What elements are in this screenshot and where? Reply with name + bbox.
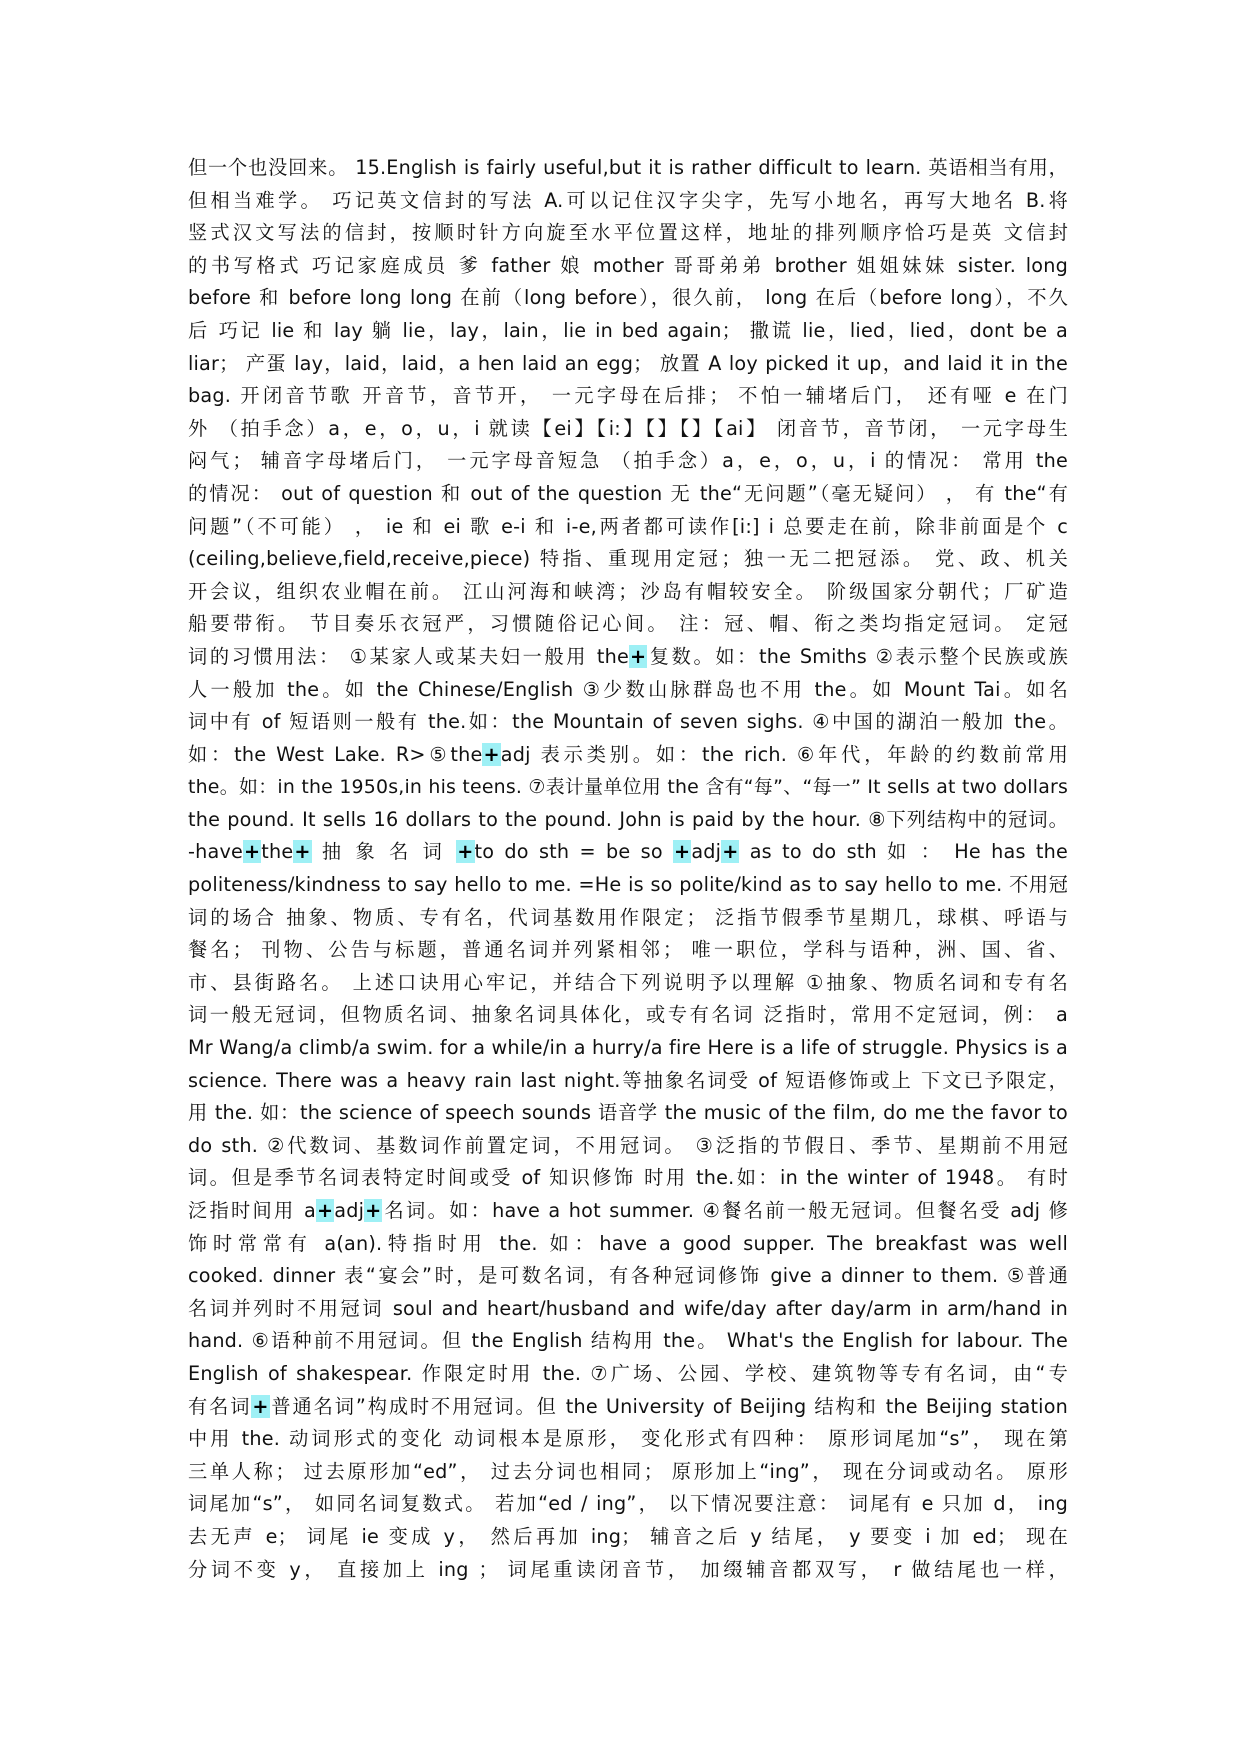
text-line: bag. 开闭音节歌 开音节，音节开， 一元字母在后排； 不怕一辅堵后门， 还有哑 e 在门	[188, 384, 1068, 408]
text-line: liar； 产蛋 lay，laid，laid，a hen laid an egg； 放置 A loy picked it up，and laid it in the	[188, 351, 1068, 375]
text-line: Mr Wang/a climb/a swim. for a while/in a hurry/a fire Here is a life of struggle. Physics is a	[188, 1036, 1068, 1060]
text-line: 但相当难学。 巧记英文信封的写法 A.可以记住汉字尖字，先写小地名，再写大地名 B.将	[188, 188, 1068, 212]
text-line: 问题”（不可能） ， ie 和 ei 歌 e-i 和 i-e,两者都可读作[i:] i 总要走在前，除非前面是个 c	[188, 514, 1068, 538]
plus-highlight: +	[483, 742, 500, 766]
text-line: hand. ⑥语种前不用冠词。但 the English 结构用 the。 What's the English for labour. The	[188, 1329, 1068, 1353]
document-body	[188, 152, 1068, 1586]
text-line: before 和 before long long 在前（long before），很久前， long 在后（before long），不久	[188, 286, 1068, 310]
text-line: 外 （拍手念）a，e，o，u，i 就读【ei】【i:】【】【】【ai】 闭音节，音节闭， 一元字母生	[188, 416, 1068, 440]
text-line: 中用 the. 动词形式的变化 动词根本是原形， 变化形式有四种： 原形词尾加“s”， 现在第	[188, 1427, 1068, 1451]
text-line: 词的习惯用法： ①某家人或某夫妇一般用 the+复数。如：the Smiths ②表示整个民族或族	[188, 644, 1068, 668]
text-line: 去无声 e； 词尾 ie 变成 y， 然后再加 ing； 辅音之后 y 结尾， y 要变 i 加 ed； 现在	[188, 1524, 1068, 1548]
plus-highlight: +	[252, 1394, 269, 1418]
text-line: 如：the West Lake. R>⑤the+adj 表示类别。如：the rich. ⑥年代，年龄的约数前常用	[188, 742, 1069, 766]
text-line: 但一个也没回来。 15.English is fairly useful,but it is rather difficult to learn. 英语相当有用，	[188, 156, 1068, 179]
text-line: 名词并列时不用冠词 soul and heart/husband and wife/day after day/arm in arm/hand in	[188, 1296, 1068, 1320]
text-line: 饰时常常有 a(an).特指时用 the. 如：have a good supper. The breakfast was well	[188, 1231, 1068, 1255]
text-line: 词一般无冠词，但物质名词、抽象名词具体化，或专有名词 泛指时，常用不定冠词，例： a	[188, 1003, 1068, 1027]
text-line: 开会议，组织农业帽在前。 江山河海和峡湾；沙岛有帽较安全。 阶级国家分朝代；厂矿造	[188, 579, 1068, 603]
text-line: 词中有 of 短语则一般有 the.如：the Mountain of seven sighs. ④中国的湖泊一般加 the。	[188, 710, 1068, 734]
text-line: the pound. It sells 16 dollars to the pound. John is paid by the hour. ⑧下列结构中的冠词。	[188, 807, 1068, 831]
text-line: 三单人称； 过去原形加“ed”， 过去分词也相同； 原形加上“ing”， 现在分词或动名。 原形	[188, 1459, 1068, 1483]
text-line: 词。但是季节名词表特定时间或受 of 知识修饰 时用 the.如：in the winter of 1948。 有时	[188, 1166, 1068, 1190]
text-line: -have+the+ 抽 象 名 词 +to do sth = be so +adj+ as to do sth 如 ： He has the	[188, 840, 1069, 864]
text-line: cooked. dinner 表“宴会”时，是可数名词，有各种冠词修饰 give a dinner to them. ⑤普通	[188, 1264, 1068, 1288]
text-line: 市、县街路名。 上述口诀用心牢记，并结合下列说明予以理解 ①抽象、物质名词和专有名	[188, 970, 1068, 994]
text-line: 词的场合 抽象、物质、专有名，代词基数用作限定； 泛指节假季节星期几，球棋、呼语与	[188, 905, 1068, 929]
plus-highlight: +	[244, 840, 261, 864]
text-line: 词尾加“s”， 如同名词复数式。 若加“ed / ing”， 以下情况要注意： 词尾有 e 只加 d， ing	[188, 1492, 1068, 1516]
plus-highlight: +	[316, 1199, 334, 1222]
text-line: 后 巧记 lie 和 lay 躺 lie，lay，lain，lie in bed again； 撒谎 lie，lied，lied，dont be a	[188, 318, 1068, 342]
plus-highlight: +	[294, 840, 311, 864]
text-line: 餐名； 刊物、公告与标题，普通名词并列紧相邻； 唯一职位，学科与语种，洲、国、省、	[188, 938, 1068, 962]
text-line: 泛指时间用 a+adj+名词。如：have a hot summer. ④餐名前一般无冠词。但餐名受 adj 修	[188, 1199, 1068, 1222]
plus-highlight: +	[457, 840, 474, 864]
text-line: the。如：in the 1950s,in his teens. ⑦表计量单位用 the 含有“每”、“每一” It sells at two dollars	[188, 776, 1068, 799]
text-line: 用 the. 如：the science of speech sounds 语音学 the music of the film, do me the favor to	[188, 1101, 1068, 1125]
plus-highlight: +	[365, 1199, 382, 1222]
text-line: science. There was a heavy rain last night.等抽象名词受 of 短语修饰或上 下文已予限定，	[188, 1068, 1068, 1092]
text-line: 分词不变 y， 直接加上 ing ； 词尾重读闭音节， 加缀辅音都双写， r 做结尾也一样，	[188, 1557, 1068, 1581]
plus-highlight: +	[630, 644, 647, 668]
text-line: 的书写格式 巧记家庭成员 爹 father 娘 mother 哥哥弟弟 brother 姐姐妹妹 sister. long	[188, 253, 1068, 277]
text-line: 的情况： out of question 和 out of the question 无 the“无问题”（毫无疑问） ， 有 the“有	[188, 481, 1068, 505]
text-line: 闷气； 辅音字母堵后门， 一元字母音短急 （拍手念）a，e，o，u，i 的情况： 常用 the	[188, 449, 1068, 473]
text-line: 船要带衔。 节目奏乐衣冠严，习惯随俗记心间。 注：冠、帽、衔之类均指定冠词。 定冠	[188, 612, 1068, 636]
text-line: (ceiling,believe,field,receive,piece) 特指、重现用定冠；独一无二把冠添。 党、政、机关	[188, 547, 1068, 571]
text-line: 人一般加 the。如 the Chinese/English ③少数山脉群岛也不用 the。如 Mount Tai。如名	[188, 677, 1068, 701]
text-line: do sth. ②代数词、基数词作前置定词，不用冠词。 ③泛指的节假日、季节、星期前不用冠	[188, 1133, 1068, 1157]
plus-highlight: +	[722, 840, 739, 864]
text-line: 竖式汉文写法的信封，按顺时针方向旋至水平位置这样，地址的排列顺序恰巧是英 文信封	[188, 221, 1068, 245]
text-line: English of shakespear. 作限定时用 the. ⑦广场、公园、学校、建筑物等专有名词，由“专	[188, 1361, 1068, 1385]
plus-highlight: +	[674, 840, 691, 864]
text-line: 有名词+普通名词”构成时不用冠词。但 the University of Beijing 结构和 the Beijing station	[188, 1394, 1068, 1418]
text-line: politeness/kindness to say hello to me. =He is so polite/kind as to say hello to me. 不用冠	[188, 873, 1068, 897]
